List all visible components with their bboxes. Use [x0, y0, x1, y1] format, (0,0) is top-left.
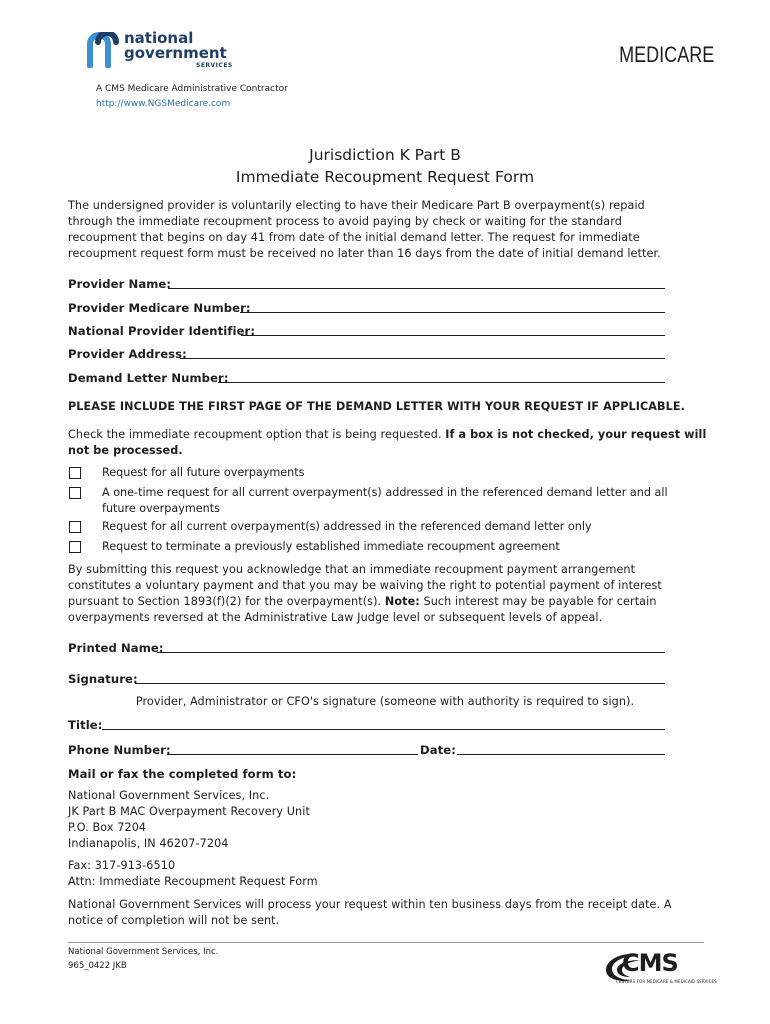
footer-company: National Government Services, Inc.: [68, 947, 219, 957]
signature-label: Signature:: [68, 672, 138, 686]
provider-medicare-number-label: Provider Medicare Number:: [68, 301, 251, 315]
provider-address-field[interactable]: [180, 358, 665, 359]
cms-logo: [602, 948, 717, 988]
demand-letter-number-label: Demand Letter Number:: [68, 371, 229, 385]
provider-address-label: Provider Address:: [68, 347, 187, 361]
checkbox-instructions: [68, 427, 708, 459]
option-current-only-label: Request for all current overpayment(s) addressed in the referenced demand letter only: [102, 520, 592, 533]
logo-line3: SERVICES: [196, 62, 233, 69]
option-future-checkbox[interactable]: [69, 467, 81, 479]
option-one-time-label: A one-time request for all current overpayment(s) addressed in the referenced demand letter and all future overpayments: [102, 486, 668, 515]
option-terminate-checkbox[interactable]: [69, 541, 81, 553]
processing-notice: National Government Services will process your request within ten business days from the receipt date. A notice of completion will not be sent.: [68, 898, 672, 927]
ngs-logo: [86, 30, 246, 76]
program-label: MEDICARE: [619, 42, 715, 67]
intro-paragraph: The undersigned provider is voluntarily electing to have their Medicare Part B overpayment(s) repaid through the immediate recoupment process to avoid paying by check or waiting for the standard recoupment that begins on day 41 from date of the initial demand letter. The request for immediate recoupment request form must be received no later than 16 days from the date of initial demand letter.: [68, 199, 661, 260]
ngs-logo-mark-icon: [86, 32, 120, 68]
printed-name-field[interactable]: [157, 652, 665, 653]
tagline: A CMS Medicare Administrative Contractor: [96, 84, 288, 94]
option-future-label: Request for all future overpayments: [102, 466, 305, 479]
signature-caption: Provider, Administrator or CFO's signature (someone with authority is required to sign).: [135, 695, 635, 708]
instructions-text: Check the immediate recoupment option that is being requested.: [68, 428, 442, 441]
title-line1: Jurisdiction K Part B: [309, 146, 461, 164]
mail-heading: Mail or fax the completed form to:: [68, 767, 297, 781]
fax-number: Fax: 317-913-6510: [68, 859, 176, 872]
logo-line2: government: [124, 44, 227, 62]
demand-letter-number-field[interactable]: [218, 382, 665, 383]
option-terminate-label: Request to terminate a previously established immediate recoupment agreement: [102, 540, 560, 553]
ack-part2: Such interest may be payable for certain overpayments reversed at the Administrative Law Judge level or subsequent levels of appeal.: [68, 595, 657, 624]
date-field[interactable]: [457, 754, 665, 755]
date-label: Date:: [420, 743, 456, 757]
cms-logo-text: CMS: [622, 949, 678, 977]
title-label: Title:: [68, 718, 103, 732]
attn-line: Attn: Immediate Recoupment Request Form: [68, 875, 318, 888]
address-line: P.O. Box 7204: [68, 821, 147, 834]
cms-caption: CENTERS FOR MEDICARE & MEDICAID SERVICES: [616, 979, 717, 984]
printed-name-label: Printed Name:: [68, 641, 164, 655]
include-letter-notice: PLEASE INCLUDE THE FIRST PAGE OF THE DEMAND LETTER WITH YOUR REQUEST IF APPLICABLE.: [68, 400, 686, 413]
ack-part1: By submitting this request you acknowledge that an immediate recoupment payment arrangement constitutes a voluntary payment and that you may be waiving the right to potential payment of interest pursuant to Section 1893(f)(2) for the overpayment(s).: [68, 563, 662, 608]
ack-note-label: Note:: [384, 595, 420, 608]
mailing-address: [68, 788, 310, 852]
footer-form-id: 965_0422 JKB: [68, 961, 127, 971]
title-line2: Immediate Recoupment Request Form: [235, 168, 535, 186]
address-line: National Government Services, Inc.: [68, 789, 270, 802]
npi-field[interactable]: [241, 335, 665, 336]
phone-field[interactable]: [167, 754, 418, 755]
logo-line1: national: [124, 29, 194, 47]
instructions-warning: If a box is not checked, your request will not be processed.: [68, 428, 707, 457]
address-line: Indianapolis, IN 46207-7204: [68, 837, 229, 850]
option-one-time-checkbox[interactable]: [69, 487, 81, 499]
provider-name-field[interactable]: [168, 288, 665, 289]
signature-field[interactable]: [135, 683, 665, 684]
acknowledgement-paragraph: [68, 562, 688, 626]
phone-label: Phone Number:: [68, 743, 171, 757]
fax-info: [68, 858, 318, 890]
website-link[interactable]: http://www.NGSMedicare.com: [96, 99, 231, 109]
form-title: [0, 144, 770, 188]
footer-divider: [68, 942, 704, 943]
npi-label: National Provider Identifier:: [68, 324, 256, 338]
title-field[interactable]: [102, 729, 665, 730]
provider-medicare-number-field[interactable]: [240, 312, 665, 313]
option-current-only-checkbox[interactable]: [69, 521, 81, 533]
address-line: JK Part B MAC Overpayment Recovery Unit: [68, 805, 310, 818]
provider-name-label: Provider Name:: [68, 277, 172, 291]
